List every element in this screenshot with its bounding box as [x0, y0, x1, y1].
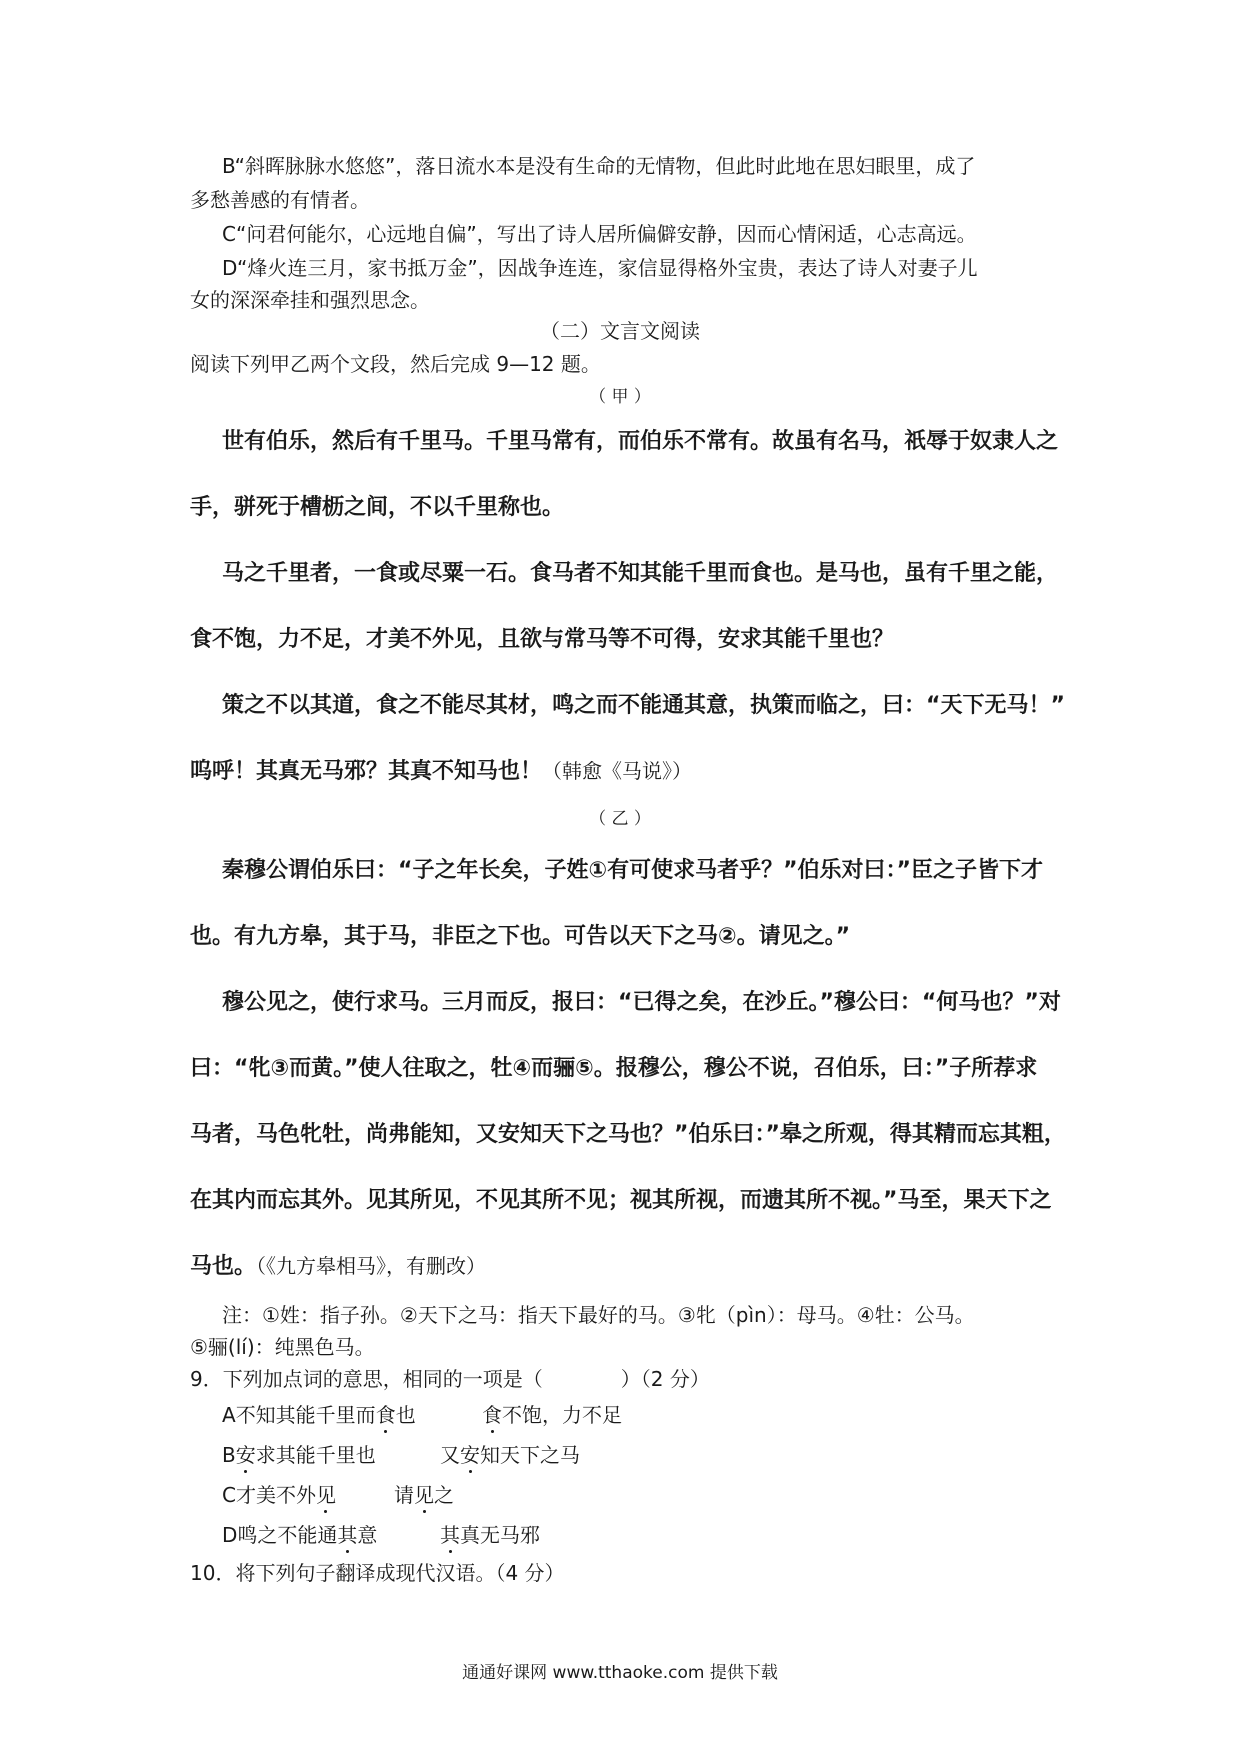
notes-line1: 注：①姓：指子孙。②天下之马：指天下最好的马。③牝（pìn）：母马。④牡：公马。 [222, 1303, 975, 1327]
yi-source: （《九方皋相马》，有删改） [256, 1254, 487, 1278]
q9-stem [190, 1366, 710, 1392]
page-footer: 通通好课网 www.tthaoke.com 提供下载 [462, 1663, 778, 1683]
dotted-word: 安 [235, 1443, 256, 1467]
phrase-text: 知天下之马 [480, 1443, 580, 1467]
q9-option-a-right [482, 1402, 622, 1428]
jia-p2-line2: 食不饱，力不足，才美不外见，且欲与常马等不可得，安求其能千里也？ [190, 627, 895, 652]
q9-option-d [222, 1522, 377, 1548]
q9-option-d-right [440, 1522, 540, 1548]
yi-p1-line2: 也。有九方皋，其于马，非臣之下也。可告以天下之马②。请见之。” [190, 924, 851, 949]
q9-option-c [222, 1482, 336, 1508]
phrase-text: 请 [394, 1483, 414, 1507]
option-label: D [222, 1523, 238, 1547]
q9-stem-post: ）（2 分） [620, 1367, 710, 1391]
jia-p1-line1: 世有伯乐，然后有千里马。千里马常有，而伯乐不常有。故虽有名马，祇辱于奴隶人之 [222, 429, 1059, 454]
jia-p3-line2: 呜呼！其真无马邪？其真不知马也！ [190, 759, 543, 784]
option-label: A [222, 1403, 236, 1427]
q9-option-b [222, 1442, 376, 1468]
yi-p1-line1: 秦穆公谓伯乐曰：“子之年长矣，子姓①有可使求马者乎？”伯乐对曰：”臣之子皆下才 [222, 858, 1044, 883]
phrase-text: 之 [434, 1483, 454, 1507]
jia-source: （韩愈《马说》） [542, 759, 693, 783]
option-label: B [222, 1443, 236, 1467]
yi-p2-line5-wrap [190, 1253, 486, 1281]
option-d-line2: 女的深深牵挂和强烈思念。 [190, 288, 430, 312]
jia-p3-line2-wrap [190, 758, 692, 786]
dotted-word: 食 [375, 1403, 396, 1427]
passage-yi-heading: （ 乙 ） [589, 809, 651, 829]
phrase-text: 真无马邪 [460, 1523, 540, 1547]
q10-stem: 10．将下列句子翻译成现代汉语。（4 分） [190, 1561, 565, 1585]
phrase-text: 求其能千里也 [255, 1443, 376, 1467]
dotted-word: 见 [315, 1483, 336, 1507]
phrase-text: 不知其能千里而 [235, 1403, 376, 1427]
dotted-word: 见 [414, 1483, 434, 1507]
phrase-text: 又 [440, 1443, 460, 1467]
yi-p2-line5: 马也。 [190, 1254, 257, 1279]
phrase-text: 意 [357, 1523, 378, 1547]
jia-p2-line1: 马之千里者，一食或尽粟一石。食马者不知其能千里而食也。是马也，虽有千里之能， [222, 561, 1059, 586]
q9-stem-pre: 9．下列加点词的意思，相同的一项是（ [190, 1367, 543, 1391]
phrase-text: 不饱，力不足 [502, 1403, 622, 1427]
dotted-word: 其 [440, 1523, 460, 1547]
option-c: C“问君何能尔，心远地自偏”，写出了诗人居所偏僻安静，因而心情闲适，心志高远。 [222, 222, 977, 246]
section-instruction: 阅读下列甲乙两个文段，然后完成 9—12 题。 [190, 352, 601, 376]
q9-option-c-right [394, 1482, 454, 1508]
jia-p3-line1: 策之不以其道，食之不能尽其材，鸣之而不能通其意，执策而临之，曰：“天下无马！” [222, 693, 1065, 718]
yi-p2-line2: 曰：“牝③而黄。”使人往取之，牡④而骊⑤。报穆公，穆公不说，召伯乐，曰：”子所荐求 [190, 1056, 1038, 1081]
q9-option-b-right [440, 1442, 580, 1468]
option-label: C [222, 1483, 236, 1507]
dotted-word: 其 [337, 1523, 358, 1547]
option-d-line1: D“烽火连三月，家书抵万金”，因战争连连，家信显得格外宝贵，表达了诗人对妻子儿 [222, 256, 978, 280]
yi-p2-line1: 穆公见之，使行求马。三月而反，报曰：“已得之矣，在沙丘。”穆公曰：“何马也？”对 [222, 990, 1061, 1015]
section-title: （二）文言文阅读 [540, 319, 700, 343]
yi-p2-line4: 在其内而忘其外。见其所见，不见其所不见；视其所视，而遗其所不视。”马至，果天下之 [190, 1188, 1052, 1213]
q9-option-a [222, 1402, 416, 1428]
notes-line2: ⑤骊(lí)：纯黑色马。 [190, 1335, 375, 1359]
option-b-line2: 多愁善感的有情者。 [190, 188, 370, 212]
yi-p2-line3: 马者，马色牝牡，尚弗能知，又安知天下之马也？”伯乐曰：”皋之所观，得其精而忘其粗， [190, 1122, 1066, 1147]
phrase-text: 鸣之不能通 [237, 1523, 338, 1547]
option-b-line1: B“斜晖脉脉水悠悠”，落日流水本是没有生命的无情物，但此时此地在思妇眼里，成了 [222, 154, 976, 178]
passage-jia-heading: （ 甲 ） [589, 387, 651, 407]
dotted-word: 食 [482, 1403, 502, 1427]
phrase-text: 才美不外 [235, 1483, 316, 1507]
phrase-text: 也 [395, 1403, 416, 1427]
dotted-word: 安 [460, 1443, 480, 1467]
jia-p1-line2: 手，骈死于槽枥之间，不以千里称也。 [190, 495, 565, 520]
